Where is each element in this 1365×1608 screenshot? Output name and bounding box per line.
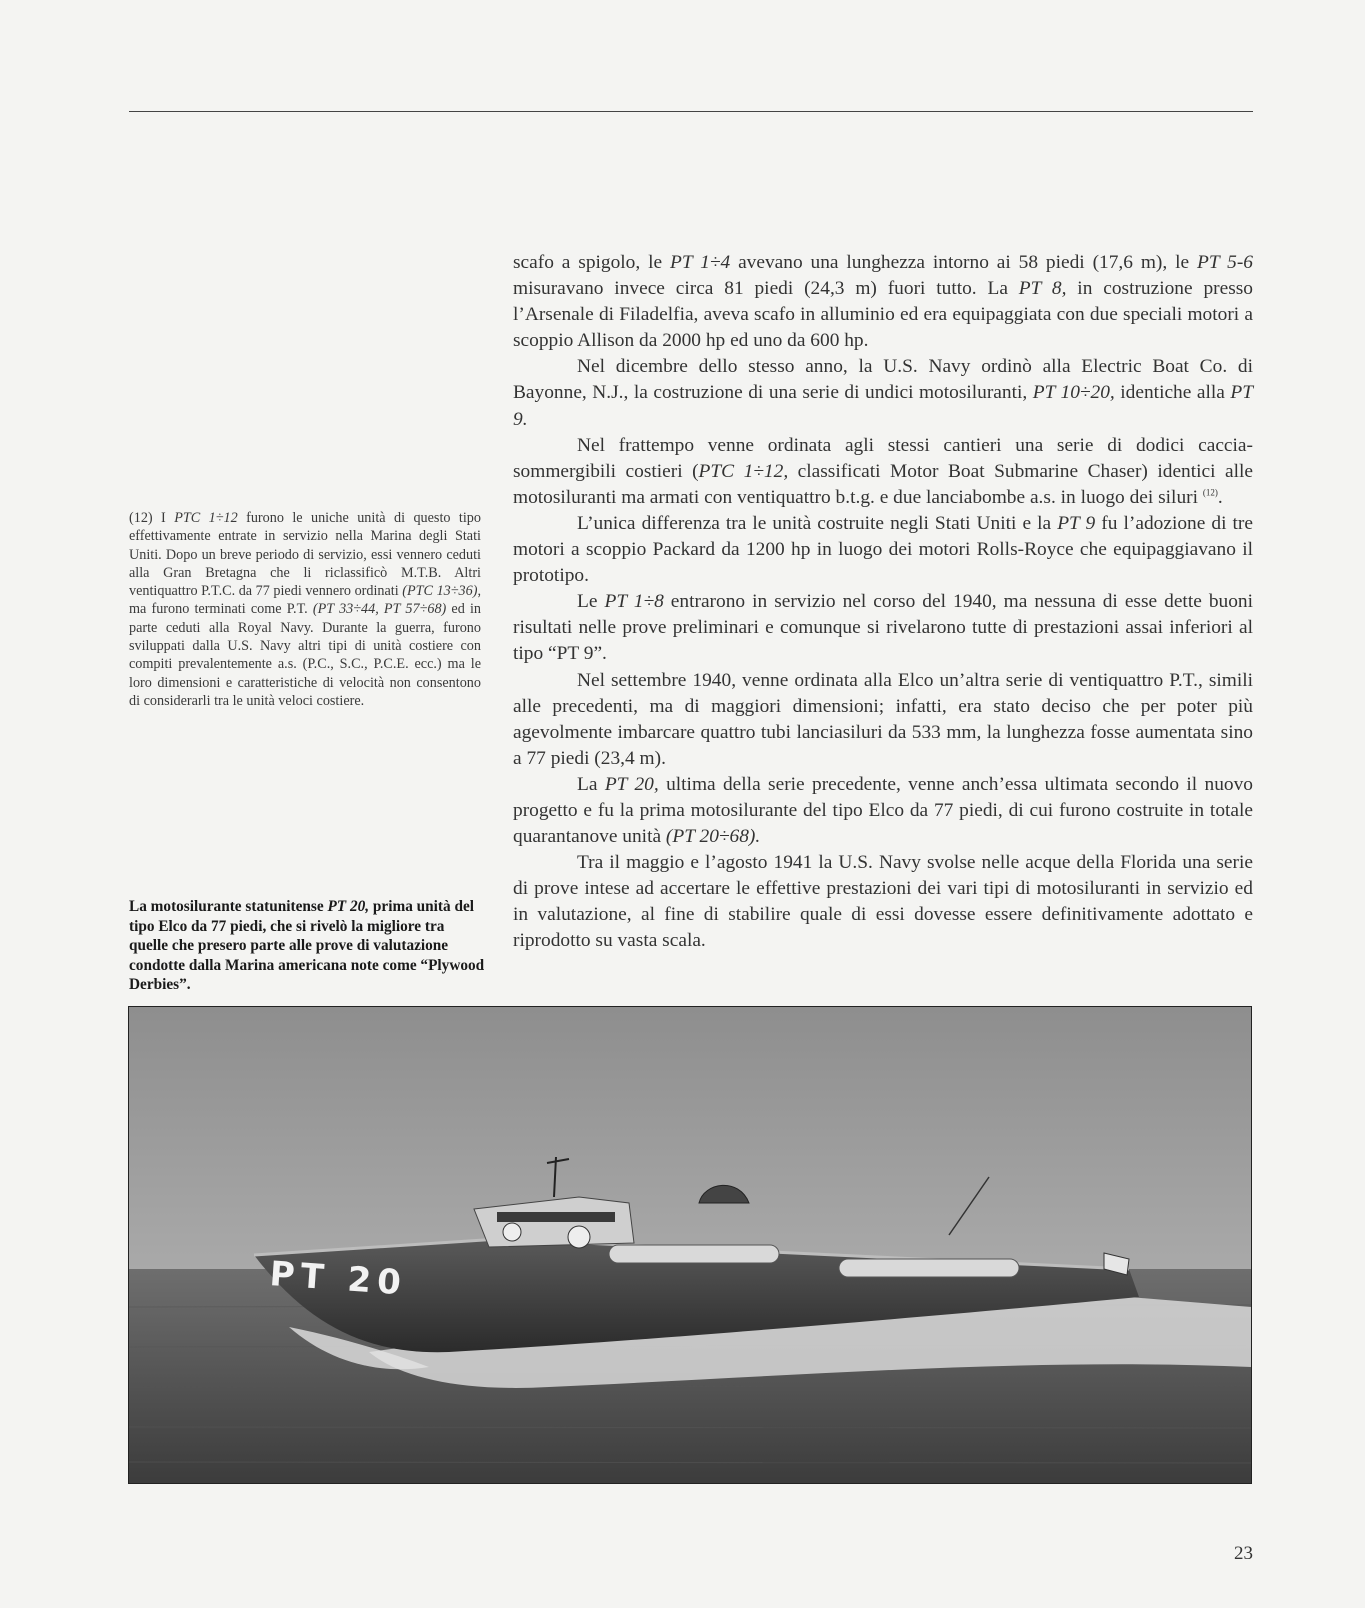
- body-paragraph: L’unica differenza tra le unità costruite negli Stati Uniti e la PT 9 fu l’adozione di tre motori a scoppio Packard da 1200 hp in luogo dei motori Rolls-Royce che equipaggiavano il prototipo.: [513, 512, 1253, 587]
- emblem-1: [503, 1223, 521, 1241]
- boat-photo-illustration: [129, 1007, 1251, 1483]
- emblem-2: [568, 1226, 590, 1248]
- body-paragraph: scafo a spigolo, le PT 1÷4 avevano una lunghezza intorno ai 58 piedi (17,6 m), le PT 5-6 misuravano invece circa 81 piedi (24,3 m) fuori tutto. La PT 8, in costruzione presso l’Arsenale di Filadelfia, aveva scafo in alluminio ed era equipaggiata con due speciali motori a scoppio Allison da 2000 hp ed uno da 600 hp.: [513, 252, 1254, 352]
- main-body-text: [513, 250, 1253, 955]
- body-paragraph: La PT 20, ultima della serie precedente, venne anch’essa ultimata secondo il nuovo progetto e fu la prima motosilurante del tipo Elco da 77 piedi, di cui furono costruite in totale quarantanove unità (PT 20÷68).: [513, 773, 1253, 848]
- body-paragraph: Nel settembre 1940, venne ordinata alla Elco un’altra serie di ventiquattro P.T., simili alle precedenti, ma di maggiori dimensioni; infatti, era stato deciso che per poter più agevolmente imbarcare quattro tubi lanciasiluri da 533 mm, la lunghezza fosse aumentata sino a 77 piedi (23,4 m).: [513, 669, 1253, 769]
- body-paragraph: Nel frattempo venne ordinata agli stessi cantieri una serie di dodici caccia-sommergibili costieri (PTC 1÷12, classificati Motor Boat Submarine Chaser) identici alle motosiluranti ma armati con ventiquattro b.t.g. e due lanciabombe a.s. in luogo dei siluri $^{(12)}$.: [513, 434, 1253, 508]
- body-paragraph: Nel dicembre dello stesso anno, la U.S. Navy ordinò alla Electric Boat Co. di Bayonne, N.J., la costruzione di una serie di undici motosiluranti, PT 10÷20, identiche alla PT 9.: [513, 356, 1253, 430]
- top-rule: [129, 111, 1253, 112]
- hull-marking: PT 20: [268, 1254, 409, 1304]
- pt20-boat-photo: [128, 1006, 1252, 1484]
- sky: [129, 1007, 1251, 1269]
- body-paragraph: Tra il maggio e l’agosto 1941 la U.S. Navy svolse nelle acque della Florida una serie di prove intese ad accertare le effettive prestazioni dei vari tipi di motosiluranti in servizio ed in valutazione, al fine di stabilire quale di essi dovesse essere definitivamente adottato e riprodotto su vasta scala.: [513, 852, 1253, 952]
- body-paragraph: Le PT 1÷8 entrarono in servizio nel corso del 1940, ma nessuna di esse dette buoni risultati nelle prove preliminari e comunque si rivelarono tutte di prestazioni assai inferiori al tipo “PT 9”.: [513, 591, 1253, 665]
- cabin-windows: [497, 1212, 615, 1222]
- footnote-12: (12) I PTC 1÷12 furono le uniche unità di questo tipo effettivamente entrate in servizio nella Marina degli Stati Uniti. Dopo un breve periodo di servizio, essi vennero ceduti alla Gran Bretagna che li riclassificò M.T.B. Altri ventiquattro P.T.C. da 77 piedi vennero ordinati (PTC 13÷36), ma furono terminati come P.T. (PT 33÷44, PT 57÷68) ed in parte ceduti alla Royal Navy. Durante la guerra, furono sviluppati dalla U.S. Navy altri tipi di unità costiere con compiti prevalentemente a.s. (P.C., S.C., P.C.E. ecc.) ma le loro dimensioni e caratteristiche di velocità non consentono di considerarli tra le unità veloci costiere.: [129, 510, 481, 709]
- photo-caption: La motosilurante statunitense PT 20, prima unità del tipo Elco da 77 piedi, che si rivelò la migliore tra quelle che presero parte alle prove di valutazione condotte dalla Marina americana note come “Plywood Derbies”.: [129, 898, 485, 994]
- page-number: 23: [1234, 1543, 1253, 1564]
